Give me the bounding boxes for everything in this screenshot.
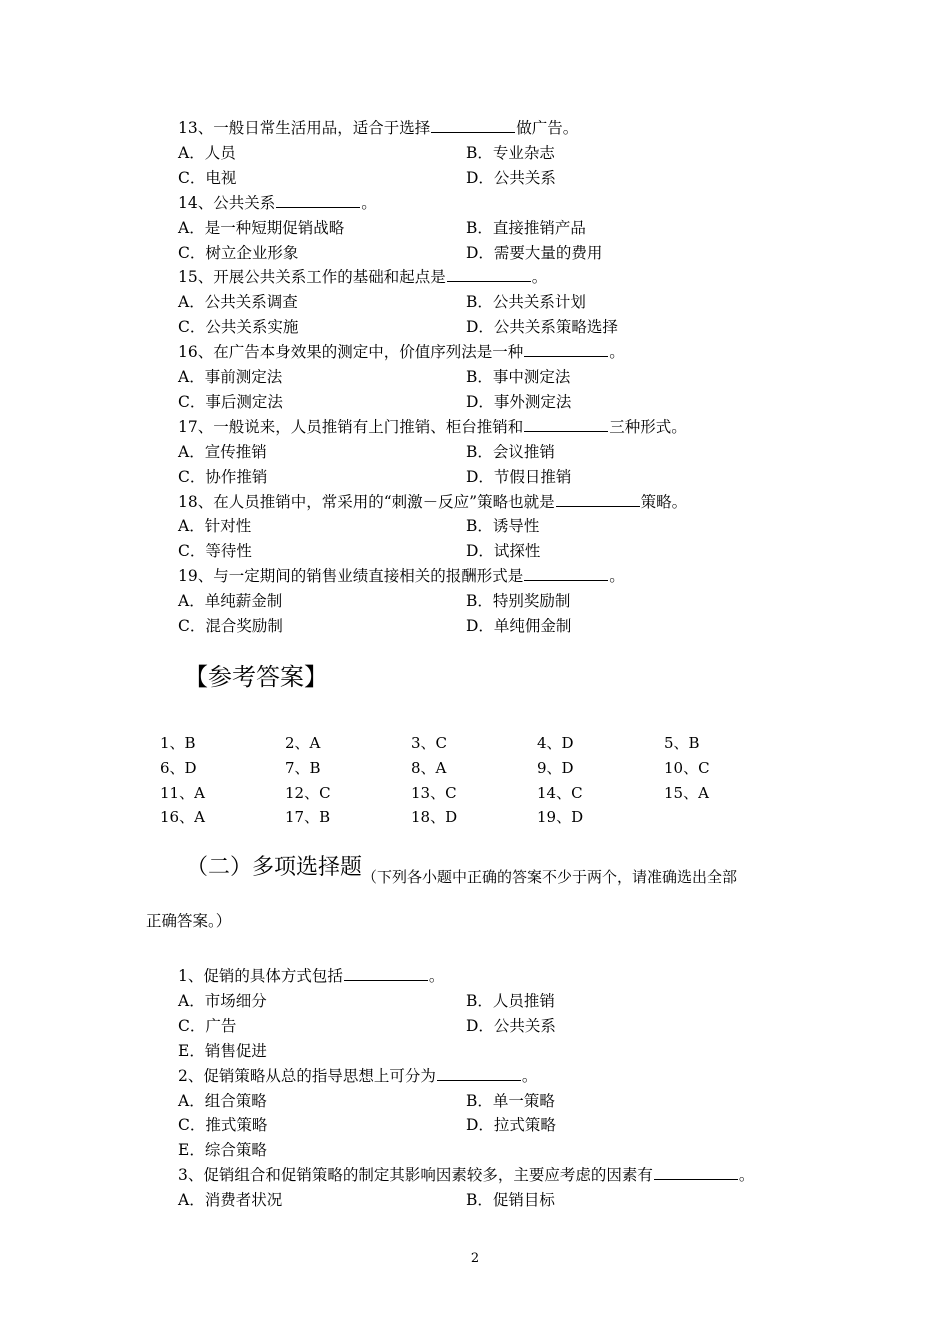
answer-item: 1、B xyxy=(160,734,196,752)
answer-blank xyxy=(524,342,608,357)
option-item: A．宣传推销 xyxy=(178,442,267,461)
option-item: C．协作推销 xyxy=(178,467,268,486)
option-item: B．直接推销产品 xyxy=(466,218,586,237)
answer-item: 13、C xyxy=(411,783,457,802)
option-item: B．促销目标 xyxy=(466,1191,555,1210)
option-item: B．诱导性 xyxy=(466,517,540,536)
option-item: A．事前测定法 xyxy=(178,368,283,386)
answer-item: 7、B xyxy=(285,758,321,777)
option-item: C．事后测定法 xyxy=(178,392,283,411)
answer-item: 6、D xyxy=(160,758,197,777)
question-stem xyxy=(178,966,444,986)
option-item: C．推式策略 xyxy=(178,1116,268,1135)
option-item: E．销售促进 xyxy=(178,1041,267,1060)
answer-blank xyxy=(524,417,608,432)
section-title xyxy=(186,852,737,893)
question-text: 2、促销策略从总的指导思想上可分为 xyxy=(178,1066,436,1085)
answer-heading: 【参考答案】 xyxy=(184,663,328,691)
answer-blank xyxy=(654,1165,738,1180)
answer-item: 16、A xyxy=(160,808,205,827)
question-text-end: 。 xyxy=(361,193,377,212)
option-item: D．单纯佣金制 xyxy=(466,617,572,635)
option-item: A．消费者状况 xyxy=(178,1191,283,1210)
answer-item: 14、C xyxy=(537,783,583,802)
option-item: E．综合策略 xyxy=(178,1141,267,1160)
option-item: D．公共关系策略选择 xyxy=(466,318,618,337)
option-item: B．公共关系计划 xyxy=(466,293,586,312)
answer-blank xyxy=(276,193,360,208)
option-item: A．市场细分 xyxy=(178,991,267,1010)
question-text-end: 。 xyxy=(609,567,625,586)
option-item: D．试探性 xyxy=(466,542,541,561)
question-stem xyxy=(178,492,687,512)
question-text-end: 。 xyxy=(609,343,625,362)
answer-item: 2、A xyxy=(285,734,321,752)
option-item: C．公共关系实施 xyxy=(178,318,299,337)
option-item: B．事中测定法 xyxy=(466,368,571,386)
option-item: D．公共关系 xyxy=(466,1016,556,1035)
question-text-end: 三种形式。 xyxy=(609,417,687,436)
option-item: D．需要大量的费用 xyxy=(466,243,603,262)
question-stem xyxy=(178,1066,537,1086)
option-item: A．是一种短期促销战略 xyxy=(178,218,345,237)
page-number: 2 xyxy=(470,1251,480,1266)
option-item: B．单一策略 xyxy=(466,1091,555,1110)
option-item: C．混合奖励制 xyxy=(178,617,283,635)
section-note-continued: 正确答案。） xyxy=(146,912,232,930)
option-item: B．会议推销 xyxy=(466,442,555,461)
question-text: 19、与一定期间的销售业绩直接相关的报酬形式是 xyxy=(178,567,524,586)
section-note: （下列各小题中正确的答案不少于两个，请准确选出全部 xyxy=(362,868,738,886)
question-text-end: 。 xyxy=(738,1166,755,1185)
answer-blank xyxy=(344,966,428,981)
question-stem xyxy=(178,1165,754,1185)
answer-blank xyxy=(437,1066,521,1081)
question-text: 13、一般日常生活用品，适合于选择 xyxy=(178,119,431,137)
question-text: 1、促销的具体方式包括 xyxy=(178,967,343,985)
answer-blank xyxy=(447,267,531,282)
answer-item: 10、C xyxy=(664,758,710,777)
option-item: A．单纯薪金制 xyxy=(178,592,283,611)
answer-item: 4、D xyxy=(537,734,574,752)
option-item: C．等待性 xyxy=(178,542,252,561)
question-text-end: 。 xyxy=(531,268,548,287)
answer-blank xyxy=(524,566,608,581)
question-stem xyxy=(178,118,578,138)
question-text-end: 。 xyxy=(521,1066,538,1085)
option-item: C．广告 xyxy=(178,1016,237,1035)
answer-blank xyxy=(556,492,640,507)
option-item: D．事外测定法 xyxy=(466,392,572,411)
question-text: 16、在广告本身效果的测定中，价值序列法是一种 xyxy=(178,343,524,362)
option-item: C．树立企业形象 xyxy=(178,243,299,262)
question-text-end: 做广告。 xyxy=(516,119,579,137)
question-text: 14、公共关系 xyxy=(178,193,276,212)
answer-item: 18、D xyxy=(411,808,458,827)
question-stem xyxy=(178,417,687,437)
answer-blank xyxy=(431,118,515,133)
option-item: D．节假日推销 xyxy=(466,467,572,486)
answer-item: 15、A xyxy=(664,783,709,802)
answer-item: 5、B xyxy=(664,734,700,752)
option-item: A．人员 xyxy=(178,143,236,162)
section-heading: （二）多项选择题 xyxy=(186,855,363,880)
answer-item: 3、C xyxy=(411,734,448,752)
question-stem xyxy=(178,193,377,213)
question-stem xyxy=(178,342,625,362)
question-text: 15、开展公共关系工作的基础和起点是 xyxy=(178,268,446,287)
option-item: C．电视 xyxy=(178,168,237,187)
option-item: D．公共关系 xyxy=(466,168,556,187)
option-item: B．专业杂志 xyxy=(466,143,555,162)
answer-item: 9、D xyxy=(537,758,574,777)
question-text: 17、一般说来，人员推销有上门推销、柜台推销和 xyxy=(178,417,524,436)
answer-item: 11、A xyxy=(160,783,205,802)
answer-item: 8、A xyxy=(411,758,447,777)
question-text: 3、促销组合和促销策略的制定其影响因素较多，主要应考虑的因素有 xyxy=(178,1166,653,1185)
option-item: A．针对性 xyxy=(178,517,252,536)
option-item: A．公共关系调查 xyxy=(178,293,298,312)
question-text-end: 。 xyxy=(428,967,445,985)
option-item: D．拉式策略 xyxy=(466,1116,556,1135)
question-text: 18、在人员推销中，常采用的“刺激－反应”策略也就是 xyxy=(178,492,555,511)
option-item: B．特别奖励制 xyxy=(466,592,571,611)
question-stem xyxy=(178,267,547,287)
answer-item: 12、C xyxy=(285,783,331,802)
answer-item: 17、B xyxy=(285,808,331,827)
question-stem xyxy=(178,566,625,586)
option-item: A．组合策略 xyxy=(178,1091,267,1110)
question-text-end: 策略。 xyxy=(640,492,688,511)
option-item: B．人员推销 xyxy=(466,991,555,1010)
answer-item: 19、D xyxy=(537,808,584,827)
